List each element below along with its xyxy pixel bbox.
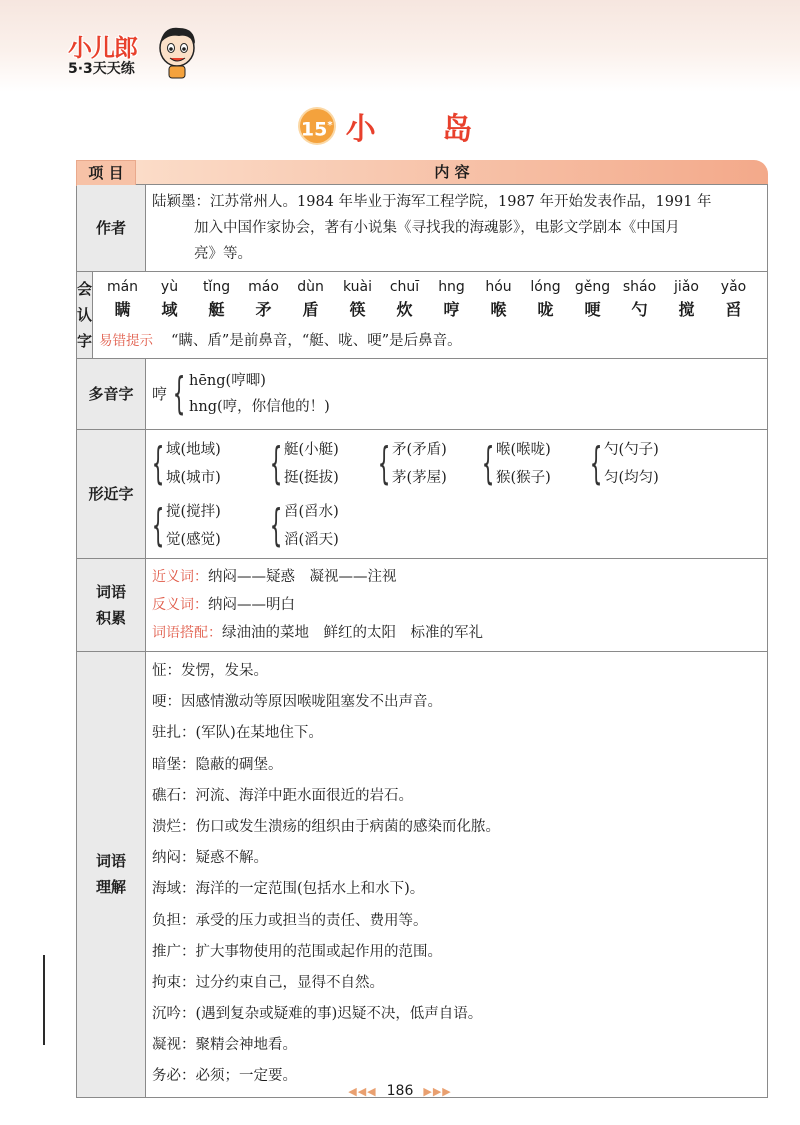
antonyms-text: 纳闷——明白 bbox=[208, 597, 295, 613]
similar-word: 猴(猴子) bbox=[496, 470, 551, 486]
logo-subtitle: 5·3天天练 bbox=[68, 61, 135, 77]
similar-group bbox=[270, 436, 378, 492]
page-number: 186 bbox=[386, 1083, 414, 1099]
gloss-item: 拘束：过分约束自己，显得不自然。 bbox=[152, 974, 384, 991]
row-similar bbox=[76, 430, 768, 559]
page-footer bbox=[0, 1083, 800, 1099]
study-table bbox=[76, 160, 768, 1098]
char-item bbox=[336, 276, 379, 322]
row-accumulate bbox=[76, 559, 768, 652]
similar-word: 搅(搅拌) bbox=[166, 504, 221, 520]
hanzi: 域 bbox=[161, 300, 178, 319]
gloss-item: 负担：承受的压力或担当的责任、费用等。 bbox=[152, 912, 428, 929]
char-item bbox=[477, 276, 520, 322]
pinyin: chuī bbox=[389, 279, 420, 295]
pinyin: hóu bbox=[485, 279, 512, 295]
label-author: 作者 bbox=[77, 185, 146, 271]
similar-group bbox=[152, 498, 270, 554]
similar-word: 喉(喉咙) bbox=[496, 442, 551, 458]
label-understand-1: 词语 bbox=[95, 852, 126, 871]
similar-word: 滔(滔天) bbox=[284, 532, 339, 548]
gloss-item: 海域：海洋的一定范围(包括水上和水下)。 bbox=[152, 881, 425, 898]
recognize-content bbox=[93, 272, 767, 358]
similar-group bbox=[590, 436, 700, 492]
pinyin: sháo bbox=[622, 279, 657, 295]
gloss-item: 怔：发愣，发呆。 bbox=[152, 663, 268, 679]
gloss-item: 哽：因感情激动等原因喉咙阻塞发不出声音。 bbox=[152, 694, 442, 711]
hanzi: 艇 bbox=[208, 300, 225, 319]
similar-word: 艇(小艇) bbox=[284, 442, 339, 458]
label-similar: 形近字 bbox=[77, 430, 146, 558]
pinyin: dùn bbox=[297, 279, 324, 295]
hanzi: 哽 bbox=[584, 300, 601, 319]
similar-word: 城(城市) bbox=[166, 470, 221, 486]
gloss-item: 凝视：聚精会神地看。 bbox=[152, 1037, 297, 1054]
author-line-1: 陆颖墨：江苏常州人。1984 年毕业于海军工程学院，1987 年开始发表作品，1991 年 bbox=[152, 194, 712, 210]
similar-group bbox=[378, 436, 482, 492]
char-item bbox=[383, 276, 426, 322]
next-arrows-icon: ▶▶▶ bbox=[423, 1085, 452, 1098]
pinyin: mán bbox=[106, 279, 139, 295]
label-accumulate-2: 积累 bbox=[95, 609, 126, 627]
gloss-item: 暗堡：隐蔽的碉堡。 bbox=[152, 756, 283, 773]
antonyms bbox=[152, 591, 759, 619]
label-recognize: 会认字 bbox=[77, 272, 93, 358]
hanzi: 炊 bbox=[396, 300, 413, 319]
similar-group bbox=[152, 436, 270, 492]
pinyin: máo bbox=[248, 279, 279, 295]
similar-word: 茅(茅屋) bbox=[392, 470, 447, 486]
pinyin: yǎo bbox=[720, 279, 747, 295]
table-header bbox=[76, 160, 768, 184]
similar-word: 觉(感觉) bbox=[166, 532, 221, 548]
antonyms-label: 反义词： bbox=[152, 597, 208, 613]
margin-line bbox=[43, 955, 45, 1045]
char-list bbox=[99, 276, 759, 322]
polyphone-reading-1: hēng(哼唧) bbox=[189, 373, 266, 389]
brace-icon: { bbox=[377, 438, 391, 489]
brace-icon: { bbox=[269, 500, 283, 551]
collocations-text: 绿油油的菜地 鲜红的太阳 标准的军礼 bbox=[222, 625, 483, 641]
gloss-item: 溃烂：伤口或发生溃疡的组织由于病菌的感染而化脓。 bbox=[152, 818, 500, 835]
hanzi: 舀 bbox=[725, 300, 742, 319]
char-item bbox=[430, 276, 473, 322]
polyphone-char: 哼 bbox=[152, 385, 168, 403]
char-item bbox=[665, 276, 708, 322]
brace-icon: { bbox=[172, 368, 186, 419]
pinyin: gěng bbox=[574, 279, 611, 295]
tip-text: “瞒、盾”是前鼻音，“艇、咙、哽”是后鼻音。 bbox=[171, 333, 462, 349]
author-line-2: 加入中国作家协会，著有小说集《寻找我的海魂影》，电影文学剧本《中国月 bbox=[194, 220, 680, 236]
synonyms-label: 近义词： bbox=[152, 569, 208, 585]
pinyin: lóng bbox=[530, 279, 561, 295]
hanzi: 矛 bbox=[255, 300, 272, 319]
char-item bbox=[242, 276, 285, 322]
row-understand bbox=[76, 652, 768, 1098]
understand-content bbox=[146, 652, 767, 1097]
hanzi: 瞒 bbox=[114, 300, 131, 319]
brace-icon: { bbox=[589, 438, 603, 489]
pinyin: kuài bbox=[343, 279, 373, 295]
author-line-3: 亮》等。 bbox=[194, 246, 252, 262]
brace-icon: { bbox=[481, 438, 495, 489]
hanzi: 盾 bbox=[302, 300, 319, 319]
brace-icon: { bbox=[151, 500, 165, 551]
char-item bbox=[195, 276, 238, 322]
boy-mascot-icon bbox=[153, 22, 201, 80]
hanzi: 搅 bbox=[678, 300, 695, 319]
char-item bbox=[289, 276, 332, 322]
similar-word: 矛(矛盾) bbox=[392, 442, 447, 458]
hanzi: 咙 bbox=[537, 300, 554, 319]
similar-word: 匀(均匀) bbox=[604, 470, 659, 486]
pinyin: yù bbox=[160, 279, 179, 295]
collocations bbox=[152, 619, 759, 647]
lesson-title bbox=[0, 104, 800, 148]
char-item bbox=[101, 276, 144, 322]
header-content: 内 容 bbox=[136, 160, 768, 184]
char-item bbox=[712, 276, 755, 322]
label-understand bbox=[77, 652, 146, 1097]
row-polyphone bbox=[76, 359, 768, 430]
logo-title: 小儿郎 bbox=[68, 34, 137, 62]
hanzi: 筷 bbox=[349, 300, 366, 319]
similar-group bbox=[270, 498, 378, 554]
lesson-number-badge: 15* bbox=[300, 109, 334, 143]
author-content bbox=[146, 185, 767, 271]
gloss-item: 纳闷：疑惑不解。 bbox=[152, 850, 268, 867]
label-accumulate-1: 词语 bbox=[95, 583, 126, 601]
char-item bbox=[618, 276, 661, 322]
label-polyphone: 多音字 bbox=[77, 359, 146, 429]
collocations-label: 词语搭配： bbox=[152, 625, 222, 641]
tip-label: 易错提示 bbox=[99, 333, 154, 349]
similar-group bbox=[482, 436, 590, 492]
gloss-item: 驻扎：(军队)在某地住下。 bbox=[152, 725, 323, 742]
prev-arrows-icon: ◀◀◀ bbox=[348, 1085, 377, 1098]
row-author bbox=[76, 184, 768, 272]
similar-word: 舀(舀水) bbox=[284, 504, 339, 520]
label-understand-2: 理解 bbox=[95, 878, 126, 897]
gloss-item: 礁石：河流、海洋中距水面很近的岩石。 bbox=[152, 787, 413, 804]
pinyin: jiǎo bbox=[674, 279, 699, 295]
brace-icon: { bbox=[269, 438, 283, 489]
synonyms bbox=[152, 563, 759, 591]
similar-content bbox=[146, 430, 767, 558]
label-accumulate bbox=[77, 559, 146, 651]
error-tip bbox=[99, 328, 759, 354]
hanzi: 勺 bbox=[631, 300, 648, 319]
pinyin: tǐng bbox=[202, 279, 231, 295]
pinyin: hng bbox=[438, 279, 465, 295]
header-item: 项 目 bbox=[76, 160, 136, 186]
char-item bbox=[524, 276, 567, 322]
hanzi: 哼 bbox=[443, 300, 460, 319]
row-recognize bbox=[76, 272, 768, 359]
char-item bbox=[148, 276, 191, 322]
similar-word: 域(地域) bbox=[166, 442, 221, 458]
polyphone-content bbox=[146, 359, 767, 429]
hanzi: 喉 bbox=[490, 300, 507, 319]
similar-word: 勺(勺子) bbox=[604, 442, 659, 458]
gloss-item: 务必：必须；一定要。 bbox=[152, 1068, 297, 1085]
brace-icon: { bbox=[151, 438, 165, 489]
gloss-item: 沉吟：(遇到复杂或疑难的事)迟疑不决，低声自语。 bbox=[152, 1006, 483, 1023]
lesson-title-text: 小 岛 bbox=[345, 112, 501, 147]
char-item bbox=[571, 276, 614, 322]
similar-word: 挺(挺拔) bbox=[284, 470, 339, 486]
accumulate-content bbox=[146, 559, 767, 651]
synonyms-text: 纳闷——疑惑 凝视——注视 bbox=[208, 569, 397, 585]
polyphone-reading-2: hng(哼，你信他的！) bbox=[189, 399, 330, 415]
logo bbox=[58, 22, 208, 92]
gloss-item: 推广：扩大事物使用的范围或起作用的范围。 bbox=[152, 943, 442, 960]
